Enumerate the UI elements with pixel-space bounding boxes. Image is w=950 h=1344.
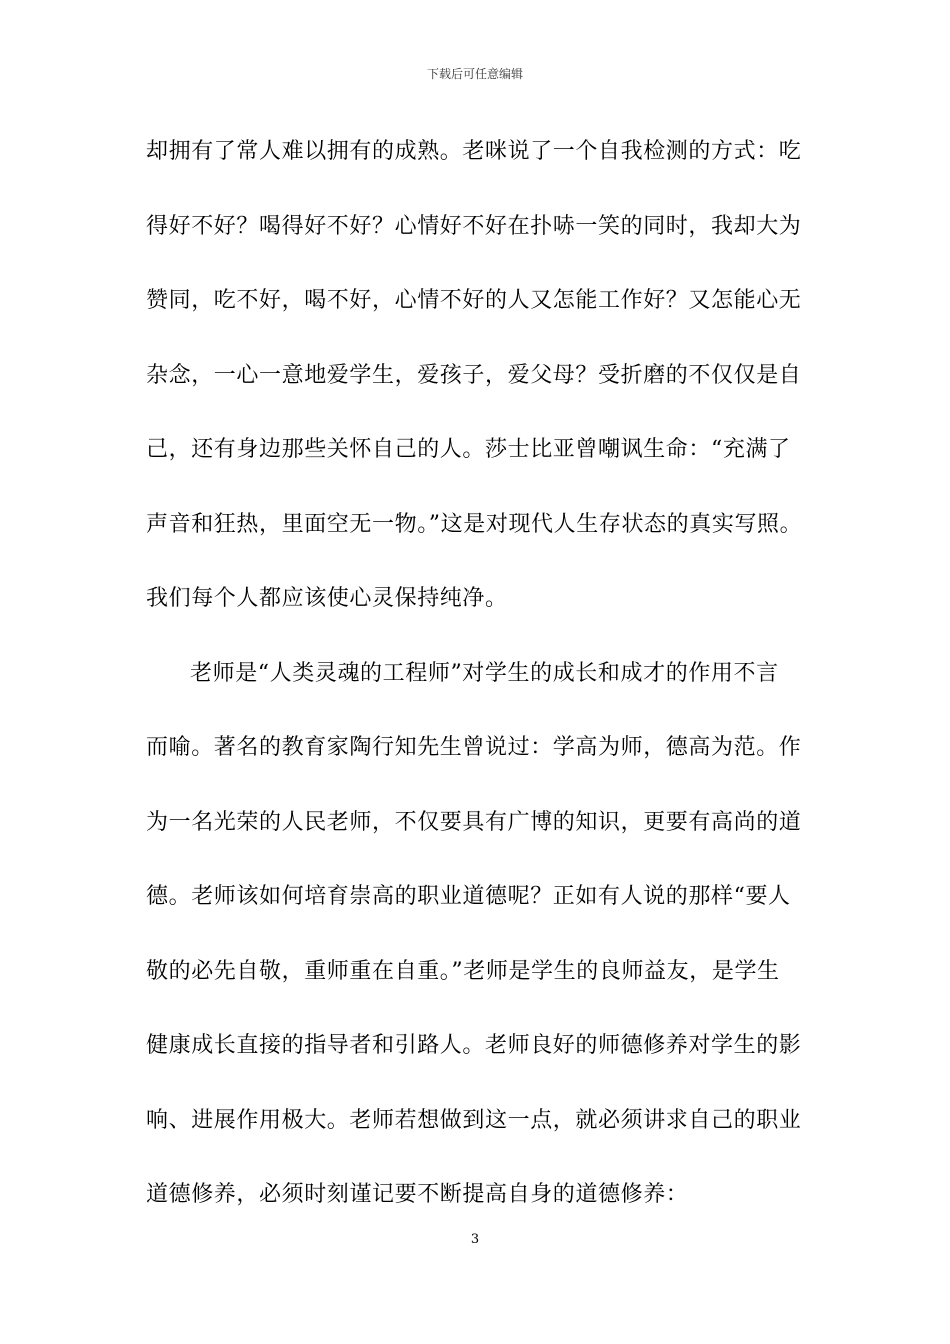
page-number: 3 [470, 1232, 480, 1247]
text-line: 却拥有了常人难以拥有的成熟。老咪说了一个自我检测的方式：吃 [146, 139, 802, 164]
body-text [146, 128, 826, 1246]
text-line: 健康成长直接的指导者和引路人。老师良好的师德修养对学生的影 [146, 1033, 802, 1058]
text-line: 得好不好？喝得好不好？心情好不好在扑哧一笑的同时，我却大为 [146, 213, 802, 239]
text-line: 杂念，一心一意地爱学生，爱孩子，爱父母？受折磨的不仅仅是自 [146, 362, 802, 388]
page-header: 下载后可任意编辑 [426, 67, 523, 81]
text-line: 己，还有身边那些关怀自己的人。莎士比亚曾嘲讽生命：“充满了 [146, 437, 791, 462]
text-line: 敬的必先自敬，重师重在自重。”老师是学生的良师益友，是学生 [146, 958, 780, 984]
text-line: 我们每个人都应该使心灵保持纯净。 [146, 586, 508, 611]
text-line: 响、进展作用极大。老师若想做到这一点，就必须讲求自己的职业 [146, 1107, 802, 1133]
text-line: 声音和狂热，里面空无一物。”这是对现代人生存状态的真实写照。 [146, 511, 803, 537]
text-line: 而喻。著名的教育家陶行知先生曾说过：学高为师，德高为范。作 [146, 735, 802, 760]
text-line: 德。老师该如何培育崇高的职业道德呢？正如有人说的那样“要人 [146, 884, 791, 909]
paragraph-start-line: 老师是“人类灵魂的工程师”对学生的成长和成才的作用不言 [190, 660, 779, 686]
text-line: 为一名光荣的人民老师，不仅要具有广博的知识，更要有高尚的道 [146, 809, 802, 835]
text-line: 道德修养，必须时刻谨记要不断提高自身的道德修养： [146, 1182, 689, 1207]
text-line: 赞同，吃不好，喝不好，心情不好的人又怎能工作好？又怎能心无 [146, 288, 802, 313]
